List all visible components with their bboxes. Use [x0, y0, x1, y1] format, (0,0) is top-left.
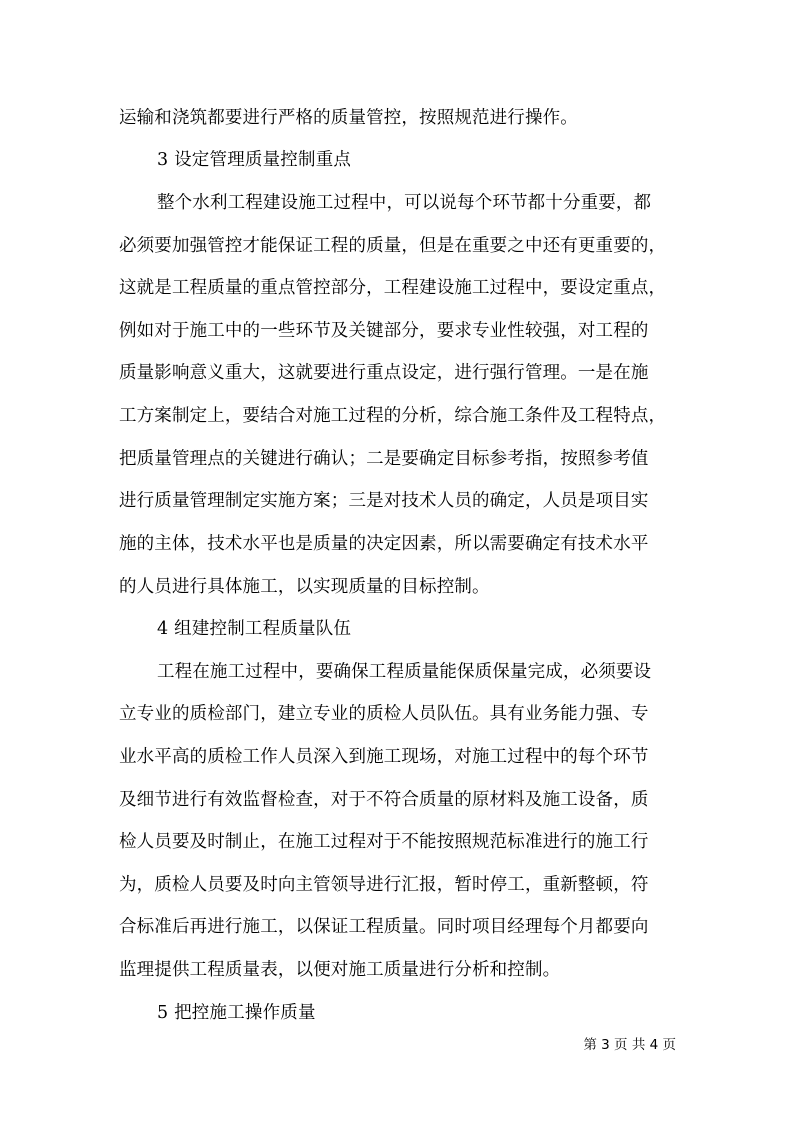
section-heading-4: 4 组建控制工程质量队伍 — [157, 619, 352, 639]
paragraph-line: 工程在施工过程中，要确保工程质量能保质保量完成，必须要设 — [157, 662, 652, 682]
body-text-line: 运输和浇筑都要进行严格的质量管控，按照规范进行操作。 — [119, 108, 578, 128]
paragraph-line: 为，质检人员要及时向主管领导进行汇报，暂时停工，重新整顿，符 — [119, 875, 649, 895]
paragraph-line: 这就是工程质量的重点管控部分，工程建设施工过程中，要设定重点， — [119, 278, 667, 298]
paragraph-line: 立专业的质检部门，建立专业的质检人员队伍。具有业务能力强、专 — [119, 704, 649, 724]
paragraph-line: 业水平高的质检工作人员深入到施工现场，对施工过程中的每个环节 — [119, 747, 649, 767]
paragraph-line: 把质量管理点的关键进行确认；二是要确定目标参考指，按照参考值 — [119, 449, 649, 469]
paragraph-line: 的人员进行具体施工，以实现质量的目标控制。 — [119, 577, 490, 597]
paragraph-line: 质量影响意义重大，这就要进行重点设定，进行强行管理。一是在施 — [119, 363, 649, 383]
paragraph-line: 必须要加强管控才能保证工程的质量，但是在重要之中还有更重要的， — [119, 236, 667, 256]
section-heading-5: 5 把控施工操作质量 — [157, 1003, 316, 1023]
paragraph-line: 及细节进行有效监督检查，对于不符合质量的原材料及施工设备，质 — [119, 790, 649, 810]
paragraph-line: 施的主体，技术水平也是质量的决定因素，所以需要确定有技术水平 — [119, 534, 649, 554]
paragraph-line: 检人员要及时制止，在施工过程对于不能按照规范标准进行的施工行 — [119, 832, 649, 852]
paragraph-line: 工方案制定上，要结合对施工过程的分析，综合施工条件及工程特点， — [119, 406, 667, 426]
paragraph-line: 例如对于施工中的一些环节及关键部分，要求专业性较强，对工程的 — [119, 321, 649, 341]
section-heading-3: 3 设定管理质量控制重点 — [157, 150, 352, 170]
page-number-footer: 第 3 页 共 4 页 — [583, 1037, 676, 1053]
paragraph-line: 监理提供工程质量表，以便对施工质量进行分析和控制。 — [119, 960, 561, 980]
paragraph-line: 进行质量管理制定实施方案；三是对技术人员的确定，人员是项目实 — [119, 491, 649, 511]
paragraph-line: 合标准后再进行施工，以保证工程质量。同时项目经理每个月都要向 — [119, 917, 649, 937]
paragraph-line: 整个水利工程建设施工过程中，可以说每个环节都十分重要，都 — [157, 193, 652, 213]
